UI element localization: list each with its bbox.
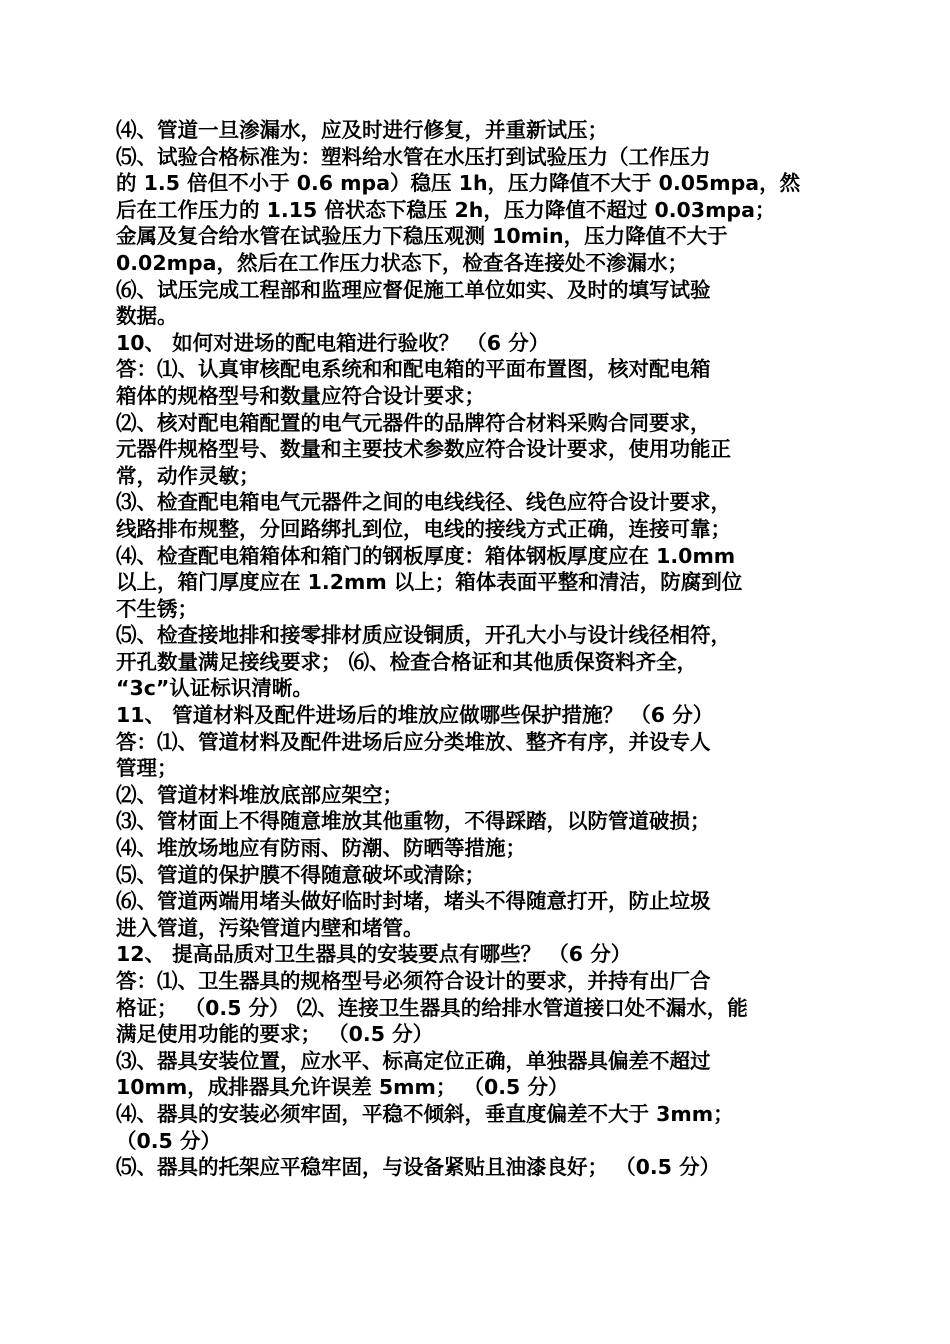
- question-heading: 12、 提高品质对卫生器具的安装要点有哪些？ （6 分）: [116, 942, 632, 967]
- text-line: 开孔数量满足接线要求； ⑹、检查合格证和其他质保资料齐全，: [116, 649, 698, 674]
- document-body: [116, 117, 846, 1181]
- text-line: ⑸、器具的托架应平稳牢固，与设备紧贴且油漆良好； （0.5 分）: [116, 1155, 721, 1180]
- text-line: 格证； （0.5 分） ⑵、连接卫生器具的给排水管道接口处不漏水，能: [116, 995, 748, 1020]
- text-line: 进入管道，污染管道内壁和堵管。: [116, 915, 424, 940]
- text-line: 后在工作压力的 1.15 倍状态下稳压 2h，压力降值不超过 0.03mpa；: [116, 197, 776, 222]
- text-line: 0.02mpa，然后在工作压力状态下，检查各连接处不渗漏水；: [116, 250, 688, 275]
- answer-line: 答：⑴、管道材料及配件进场后应分类堆放、整齐有序，并设专人: [116, 729, 711, 754]
- text-line: 线路排布规整，分回路绑扎到位，电线的接线方式正确，连接可靠；: [116, 516, 731, 541]
- text-line: （0.5 分）: [116, 1128, 221, 1153]
- text-line: “3c”认证标识清晰。: [116, 676, 313, 701]
- text-line: 数据。: [116, 304, 178, 329]
- text-line: 管理；: [116, 756, 178, 781]
- text-line: 满足使用功能的要求； （0.5 分）: [116, 1022, 434, 1047]
- text-line: ⑸、检查接地排和接零排材质应设铜质，开孔大小与设计线径相符，: [116, 623, 731, 648]
- text-line: ⑹、管道两端用堵头做好临时封堵，堵头不得随意打开，防止垃圾: [116, 889, 711, 914]
- text-line: ⑸、管道的保护膜不得随意破坏或清除；: [116, 862, 485, 887]
- text-line: 箱体的规格型号和数量应符合设计要求；: [116, 383, 485, 408]
- text-line: 10mm，成排器具允许误差 5mm； （0.5 分）: [116, 1075, 569, 1100]
- answer-line: 答：⑴、认真审核配电系统和和配电箱的平面布置图，核对配电箱: [116, 357, 711, 382]
- answer-line: 答：⑴、卫生器具的规格型号必须符合设计的要求，并持有出厂合: [116, 969, 711, 993]
- text-line: ⑵、管道材料堆放底部应架空；: [116, 782, 403, 807]
- text-line: 元器件规格型号、数量和主要技术参数应符合设计要求，使用功能正: [116, 437, 731, 462]
- text-line: ⑷、堆放场地应有防雨、防潮、防晒等措施；: [116, 836, 526, 861]
- text-line: ⑹、试压完成工程部和监理应督促施工单位如实、及时的填写试验: [116, 277, 711, 302]
- text-line: ⑷、管道一旦渗漏水，应及时进行修复，并重新试压；: [116, 118, 608, 142]
- text-line: 的 1.5 倍但不小于 0.6 mpa）稳压 1h，压力降值不大于 0.05mpa，然: [116, 171, 801, 196]
- text-line: ⑶、检查配电箱电气元器件之间的电线线径、线色应符合设计要求，: [116, 490, 731, 515]
- text-line: ⑸、试验合格标准为：塑料给水管在水压打到试验压力（工作压力: [116, 144, 711, 169]
- text-line: 以上，箱门厚度应在 1.2mm 以上；箱体表面平整和清洁，防腐到位: [116, 570, 743, 595]
- text-line: 常，动作灵敏；: [116, 463, 260, 488]
- text-line: 不生锈；: [116, 596, 198, 621]
- text-line: ⑶、器具安装位置，应水平、标高定位正确，单独器具偏差不超过: [116, 1048, 711, 1073]
- question-heading: 11、 管道材料及配件进场后的堆放应做哪些保护措施？ （6 分）: [116, 703, 714, 728]
- text-line: ⑶、管材面上不得随意堆放其他重物，不得踩踏，以防管道破损；: [116, 809, 711, 834]
- question-heading: 10、 如何对进场的配电箱进行验收？ （6 分）: [116, 330, 550, 355]
- text-line: ⑷、器具的安装必须牢固，平稳不倾斜，垂直度偏差不大于 3mm；: [116, 1101, 734, 1126]
- text-line: 金属及复合给水管在试验压力下稳压观测 10min，压力降值不大于: [116, 224, 728, 249]
- text-line: ⑵、核对配电箱配置的电气元器件的品牌符合材料采购合同要求，: [116, 410, 711, 435]
- text-line: ⑷、检查配电箱箱体和箱门的钢板厚度：箱体钢板厚度应在 1.0mm: [116, 543, 736, 568]
